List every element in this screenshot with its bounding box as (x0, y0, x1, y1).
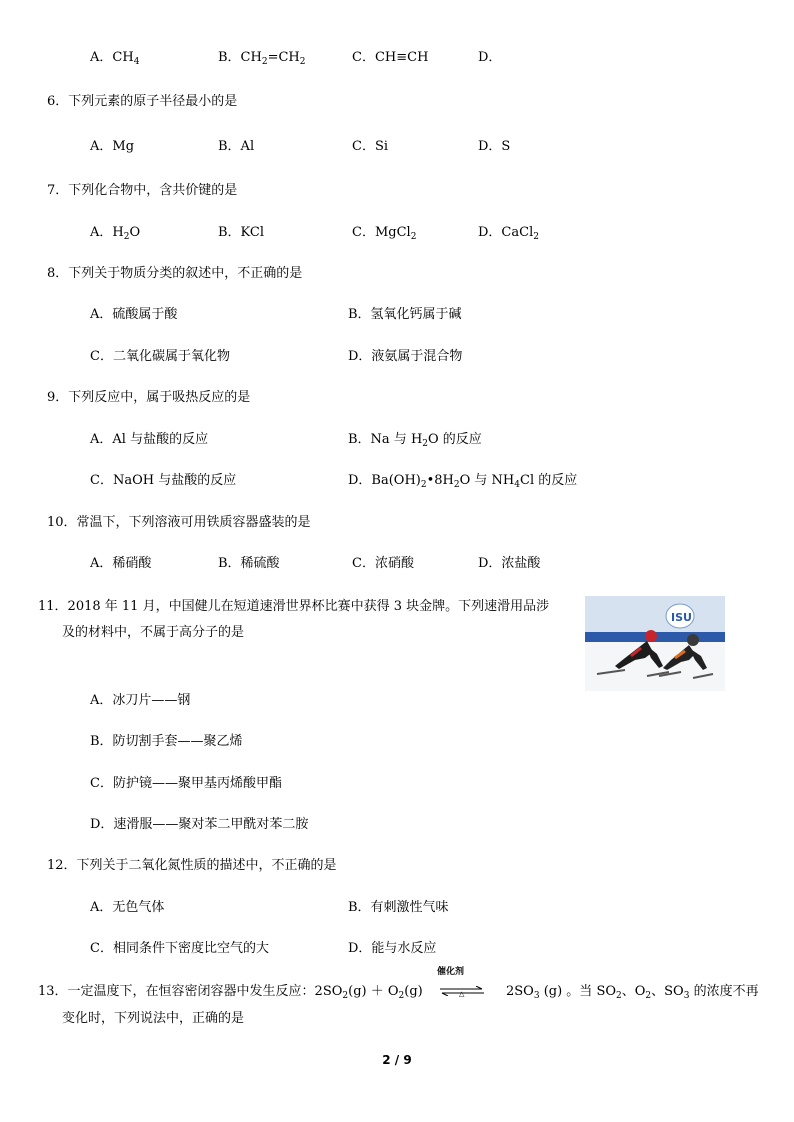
q12-choice-c: C．相同条件下密度比空气的大 (90, 941, 269, 956)
q11-stem-line1: 11．2018 年 11 月，中国健儿在短道速滑世界杯比赛中获得 3 块金牌。下列速滑用品涉 (38, 599, 550, 614)
q7-choice-a: A．$H_2O$ (90, 225, 141, 242)
q11-choice-c: C．防护镜——聚甲基丙烯酸甲酯 (90, 776, 282, 791)
q9-choice-c: C．NaOH 与盐酸的反应 (90, 473, 237, 488)
q9-choice-a: A．Al 与盐酸的反应 (90, 432, 209, 447)
q8-choice-d: D．液氨属于混合物 (348, 349, 463, 364)
q6-stem: 6．下列元素的原子半径最小的是 (47, 94, 238, 109)
q5-choice-c: C．CH≡CH (352, 50, 429, 65)
q11-choice-d: D．速滑服——聚对苯二甲酰对苯二胺 (90, 817, 309, 832)
q13-stem-line1-rest: $2SO_3$ (g) 。当 $SO_2$、$O_2$、$SO_3$ 的浓度不再 (506, 984, 759, 1001)
q10-choice-a: A．稀硝酸 (90, 556, 152, 571)
q6-choice-d: D．S (478, 139, 511, 154)
q5-choice-d: D． (478, 50, 502, 65)
q10-choice-c: C．浓硝酸 (352, 556, 414, 571)
q12-stem: 12．下列关于二氧化氮性质的描述中，不正确的是 (47, 858, 337, 873)
q7-choice-d: D．CaCl$_2$ (478, 225, 539, 242)
q10-choice-d: D．浓盐酸 (478, 556, 541, 571)
q9-choice-b: B．Na 与 $H_2O$ 的反应 (348, 432, 482, 449)
q10-choice-b: B．稀硫酸 (218, 556, 280, 571)
q11-stem-line2: 及的材料中，不属于高分子的是 (62, 625, 245, 640)
q12-choice-b: B．有刺激性气味 (348, 900, 449, 915)
q13-stem-line2: 变化时，下列说法中，正确的是 (62, 1011, 245, 1026)
q8-choice-c: C．二氧化碳属于氧化物 (90, 349, 230, 364)
q9-stem: 9．下列反应中，属于吸热反应的是 (47, 390, 251, 405)
page-number: 2 / 9 (382, 1053, 412, 1067)
q6-choice-a: A．Mg (90, 139, 135, 154)
q13-stem-line1: 13．一定温度下，在恒容密闭容器中发生反应：$2SO_2(g) + O_2(g)$ (38, 984, 423, 1001)
q11-choice-b: B．防切割手套——聚乙烯 (90, 734, 243, 749)
q8-choice-a: A．硫酸属于酸 (90, 307, 178, 322)
heat-symbol: △ (459, 990, 465, 998)
q8-choice-b: B．氢氧化钙属于碱 (348, 307, 462, 322)
speed-skating-photo (585, 596, 725, 691)
q10-stem: 10．常温下，下列溶液可用铁质容器盛装的是 (47, 515, 311, 530)
q11-choice-a: A．冰刀片——钢 (90, 693, 191, 708)
q5-choice-a: A．$CH_4$ (90, 50, 140, 67)
q7-choice-c: C．MgCl$_2$ (352, 225, 417, 242)
q7-stem: 7．下列化合物中，含共价键的是 (47, 183, 238, 198)
q12-choice-d: D．能与水反应 (348, 941, 437, 956)
q7-choice-b: B．KCl (218, 225, 265, 240)
q9-choice-d: D．$Ba(OH)_2•8H_2O$ 与 $NH_4Cl$ 的反应 (348, 473, 578, 490)
q8-stem: 8．下列关于物质分类的叙述中，不正确的是 (47, 266, 303, 281)
q5-choice-b: B．$CH_2=CH_2$ (218, 50, 306, 67)
isu-logo-text: ISU (671, 611, 692, 624)
q6-choice-b: B．Al (218, 139, 255, 154)
catalyst-label: 催化剂 (437, 967, 465, 977)
q6-choice-c: C．Si (352, 139, 389, 154)
q12-choice-a: A．无色气体 (90, 900, 165, 915)
